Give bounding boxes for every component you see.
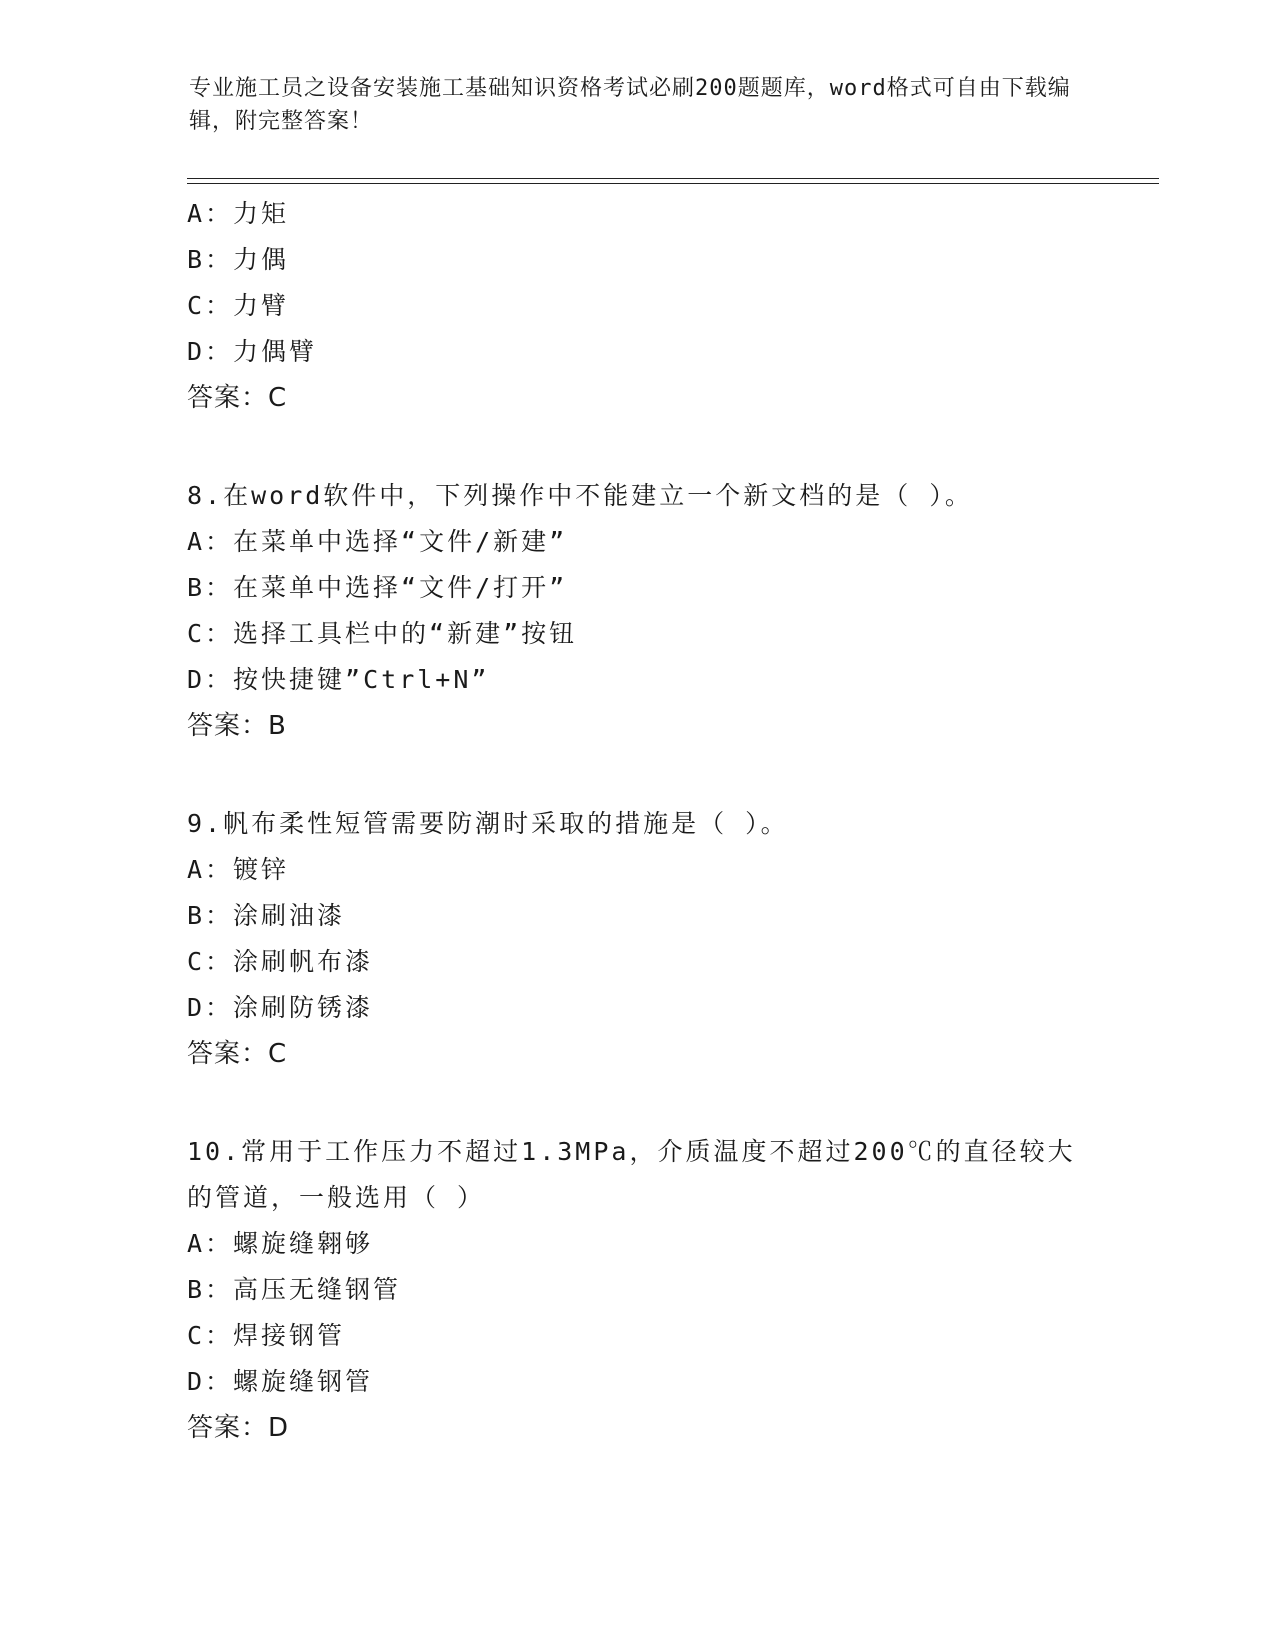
question-list xyxy=(187,191,1147,1451)
spacer xyxy=(187,1077,1147,1129)
spacer xyxy=(187,749,1147,801)
option-c: C：涂刷帆布漆 xyxy=(187,947,374,976)
option-d: D：涂刷防锈漆 xyxy=(187,993,374,1022)
answer-line: 答案：D xyxy=(187,1413,290,1443)
option-a: A：镀锌 xyxy=(187,855,290,884)
option-c: C：焊接钢管 xyxy=(187,1321,346,1350)
header-divider-bottom xyxy=(187,183,1159,184)
option-a: A：在菜单中选择“文件/新建” xyxy=(187,527,568,556)
spacer xyxy=(187,421,1147,473)
answer-line: 答案：B xyxy=(187,711,287,741)
option-d: D：按快捷键”Ctrl+N” xyxy=(187,665,490,694)
option-d: D：力偶臂 xyxy=(187,337,318,366)
document-header: 专业施工员之设备安装施工基础知识资格考试必刷200题题库，word格式可自由下载编辑，附完整答案！ xyxy=(189,76,1071,134)
question-text: 9.帆布柔性短管需要防潮时采取的措施是（ ）。 xyxy=(187,809,789,838)
question-text: 8.在word软件中，下列操作中不能建立一个新文档的是（ ）。 xyxy=(187,481,973,510)
option-b: B：涂刷油漆 xyxy=(187,901,346,930)
question-block-7 xyxy=(187,191,1147,421)
answer-line: 答案：C xyxy=(187,383,288,413)
question-block-8 xyxy=(187,473,1147,749)
option-a: A：力矩 xyxy=(187,199,290,228)
option-c: C：选择工具栏中的“新建”按钮 xyxy=(187,619,578,648)
option-c: C：力臂 xyxy=(187,291,290,320)
question-block-10 xyxy=(187,1129,1147,1451)
answer-line: 答案：C xyxy=(187,1039,288,1069)
question-block-9 xyxy=(187,801,1147,1077)
option-b: B：在菜单中选择“文件/打开” xyxy=(187,573,568,602)
option-b: B：力偶 xyxy=(187,245,290,274)
option-b: B：高压无缝钢管 xyxy=(187,1275,402,1304)
option-a: A：螺旋缝翱够 xyxy=(187,1229,374,1258)
option-d: D：螺旋缝钢管 xyxy=(187,1367,374,1396)
header-divider-top xyxy=(187,178,1159,179)
question-text: 10.常用于工作压力不超过1.3MPa，介质温度不超过200℃的直径较大的管道，一般选用（ ） xyxy=(187,1137,1076,1212)
